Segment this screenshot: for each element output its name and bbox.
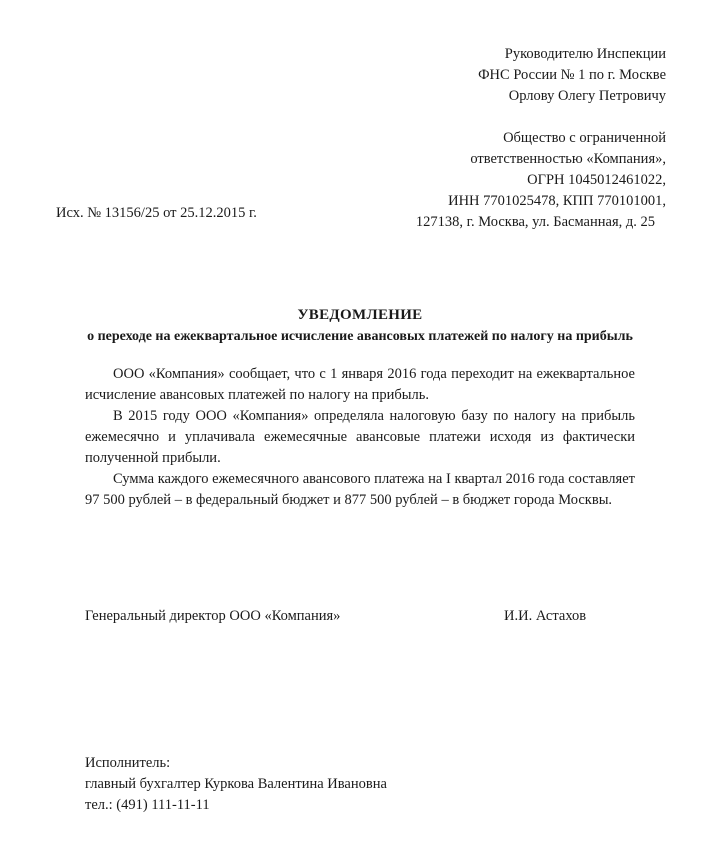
sender-address: 127138, г. Москва, ул. Басманная, д. 25 bbox=[415, 214, 655, 230]
addressee-line-1: Руководителю Инспекции bbox=[504, 46, 666, 62]
signatory-name: И.И. Астахов bbox=[504, 608, 587, 624]
signature-row bbox=[85, 606, 635, 627]
body-paragraph-3: Сумма каждого ежемесячного авансового платежа на I квартал 2016 года составляет 97 500 рублей – в федеральный бюджет и 877 500 рублей – в бюджет города Москвы. bbox=[85, 471, 635, 508]
outgoing-reference: Исх. № 13156/25 от 25.12.2015 г. bbox=[56, 205, 257, 221]
page-title: УВЕДОМЛЕНИЕ bbox=[297, 307, 423, 323]
document-subtitle: о переходе на ежеквартальное исчисление авансовых платежей по налогу на прибыль bbox=[87, 329, 633, 344]
executor-person: главный бухгалтер Куркова Валентина Ивановна bbox=[85, 776, 387, 792]
addressee-block bbox=[300, 44, 666, 107]
executor-label: Исполнитель: bbox=[85, 755, 171, 771]
addressee-line-2: ФНС России № 1 по г. Москве bbox=[478, 67, 666, 83]
signatory-position: Генеральный директор ООО «Компания» bbox=[85, 608, 341, 624]
addressee-line-3: Орлову Олегу Петровичу bbox=[508, 88, 666, 104]
document-body bbox=[85, 364, 635, 511]
sender-inn-kpp: ИНН 7701025478, КПП 770101001, bbox=[448, 193, 666, 209]
body-paragraph-2: В 2015 году ООО «Компания» определяла налоговую базу по налогу на прибыль ежемесячно и уплачивала ежемесячные авансовые платежи исходя из фактически полученной прибыли. bbox=[85, 408, 635, 466]
sender-line-1: Общество с ограниченной bbox=[503, 130, 666, 146]
sender-block bbox=[300, 128, 666, 233]
executor-block bbox=[85, 753, 387, 816]
sender-line-2: ответственностью «Компания», bbox=[470, 151, 666, 167]
executor-phone: тел.: (491) 111-11-11 bbox=[85, 797, 210, 813]
title-block bbox=[85, 305, 635, 347]
sender-ogrn: ОГРН 1045012461022, bbox=[527, 172, 666, 188]
body-paragraph-1: ООО «Компания» сообщает, что с 1 января 2016 года переходит на ежеквартальное исчисление авансовых платежей по налогу на прибыль. bbox=[85, 366, 635, 403]
